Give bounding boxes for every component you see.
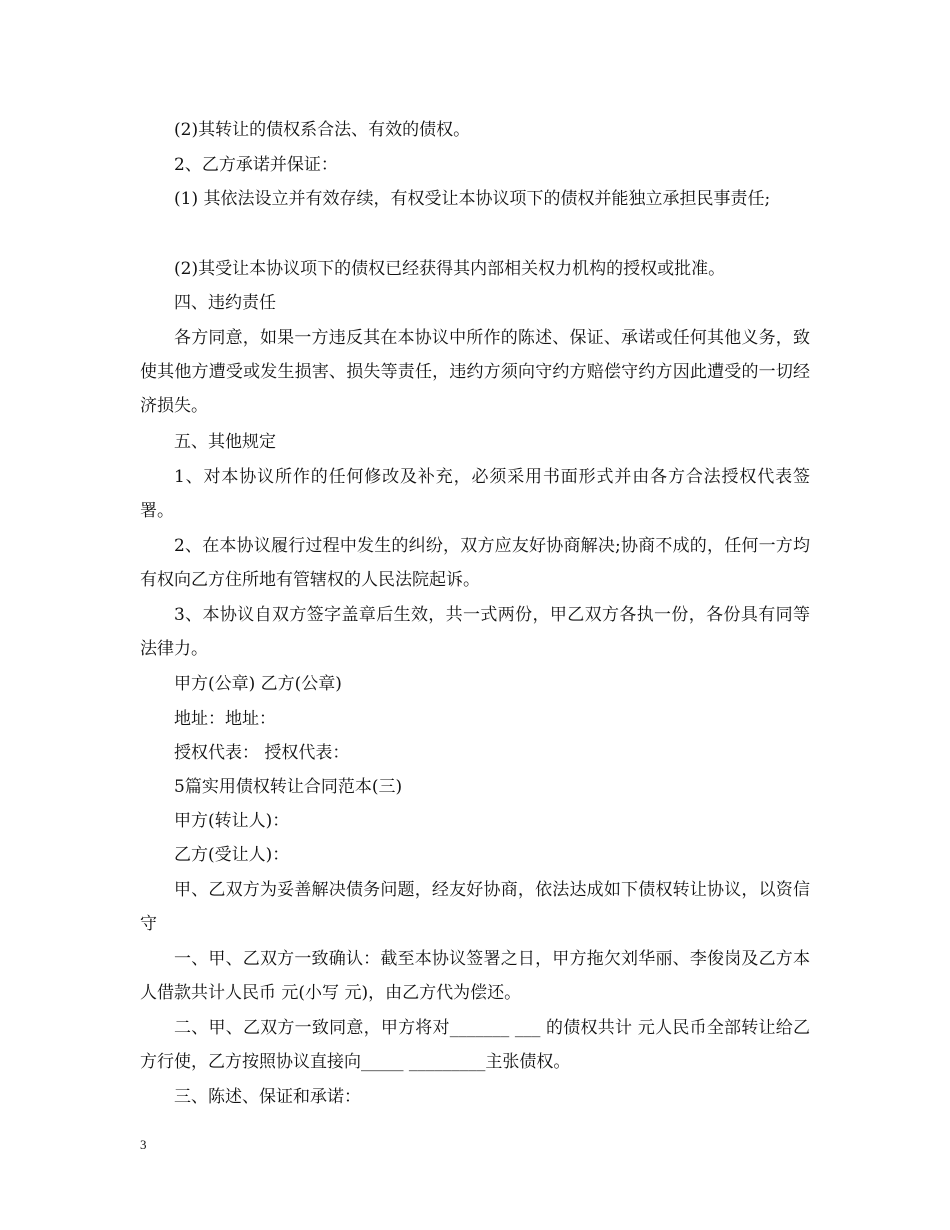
paragraph: 各方同意，如果一方违反其在本协议中所作的陈述、保证、承诺或任何其他义务，致使其他方遭受或发生损害、损失等责任，违约方须向守约方赔偿守约方因此遭受的一切经济损失。	[140, 328, 810, 416]
section-heading: 四、违约责任	[174, 293, 276, 313]
paragraph: 一、甲、乙双方一致确认：截至本协议签署之日，甲方拖欠刘华丽、李俊岗及乙方本人借款共计人民币 元(小写 元)，由乙方代为偿还。	[140, 949, 810, 1003]
paragraph: (2)其转让的债权系合法、有效的债权。	[174, 120, 471, 140]
paragraph: 3、本协议自双方签字盖章后生效，共一式两份，甲乙双方各执一份，各份具有同等法律力。	[140, 605, 810, 659]
paragraph: (2)其受让本协议项下的债权已经获得其内部相关权力机构的授权或批准。	[174, 259, 726, 279]
signature-line: 甲方(公章) 乙方(公章)	[174, 674, 342, 694]
address-line: 地址：地址：	[174, 709, 276, 729]
section-heading: 三、陈述、保证和承诺：	[174, 1087, 361, 1107]
document-subtitle: 5篇实用债权转让合同范本(三)	[174, 777, 403, 797]
paragraph: 甲、乙双方为妥善解决债务问题，经友好协商，依法达成如下债权转让协议，以资信守	[140, 880, 810, 934]
party-b-line: 乙方(受让人)：	[174, 845, 290, 865]
representative-line: 授权代表： 授权代表：	[174, 743, 350, 763]
paragraph: 二、甲、乙双方一致同意，甲方将对_______ ___ 的债权共计 元人民币全部转让给乙方行使，乙方按照协议直接向_____ _________主张债权。	[140, 1018, 810, 1072]
paragraph: 1、对本协议所作的任何修改及补充，必须采用书面形式并由各方合法授权代表签署。	[140, 467, 810, 521]
party-a-line: 甲方(转让人)：	[174, 811, 290, 831]
paragraph: 2、在本协议履行过程中发生的纠纷，双方应友好协商解决;协商不成的，任何一方均有权向乙方住所地有管辖权的人民法院起诉。	[140, 536, 810, 590]
paragraph: 2、乙方承诺并保证：	[174, 155, 338, 175]
section-heading: 五、其他规定	[174, 432, 276, 452]
page-number: 3	[140, 1137, 147, 1152]
paragraph: (1) 其依法设立并有效存续，有权受让本协议项下的债权并能独立承担民事责任;	[174, 189, 771, 209]
